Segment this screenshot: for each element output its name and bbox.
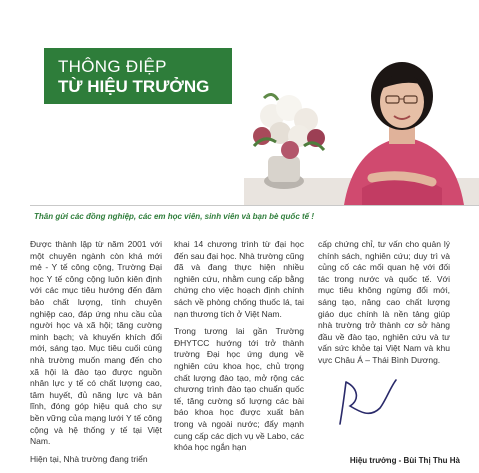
signature-mark <box>336 378 400 428</box>
title-line1: THÔNG ĐIỆP <box>58 57 167 76</box>
title-line2: TỪ HIỆU TRƯỞNG <box>58 77 210 96</box>
greeting: Thân gửi các đồng nghiệp, các em học viên, sinh viên và bạn bè quốc tế ! <box>34 212 314 221</box>
header-band <box>0 0 479 205</box>
paragraph: Được thành lập từ năm 2001 với một chuyên ngành còn khá mới mẻ - Y tế công cộng, Trường Đại học Y tế công cộng luôn kiên định với các mục tiêu hướng đến đảm bảo chất lượng, tính chuyên nghiệp cao, đáp ứng nhu cầu của người học và xã hội; tăng cường minh bạch; và khuyến khích đổi mới, sáng tạo. Mục tiêu cuối cùng nhà trường muốn mang đến cho xã hội là đào tạo được nguồn nhân lực y tế có chất lượng cao, tâm huyết, đủ năng lực và bản lĩnh, đóng góp hiệu quả cho sự bền vững của mạng lưới Y tế công cộng và hệ thống y tế tại Việt Nam. <box>30 239 162 447</box>
paragraph: Hiện tại, Nhà trường đang triển <box>30 453 148 464</box>
text-column-3 <box>318 239 450 373</box>
header-divider <box>30 205 479 206</box>
paragraph: khai 14 chương trình từ đại học đến sau đại học. Nhà trường cũng đã và đang thực hiện nhiều nghiên cứu, nhằm cung cấp bằng chứng cho việc hoạch định chính sách về phòng chống thuốc lá, tai nạn thương tích ở Việt Nam. <box>174 239 304 319</box>
title-box <box>44 48 232 104</box>
paragraph: Trong tương lai gần Trường ĐHYTCC hướng tới trở thành trường Đại học ứng dụng về nghiên cứu khoa học, chủ trọng chất lượng đào tạo, mở rộng các chương trình đào tạo chuẩn quốc tế, tăng cường số lượng các bài báo khoa học được xuất bản trong và ngoài nước; đẩy mạnh cung cấp các dịch vụ về Labo, các khóa học ngắn hạn <box>174 326 304 453</box>
text-column-1 <box>30 239 162 471</box>
principal-photo <box>244 38 479 205</box>
signature-name: Hiệu trưởng - Bùi Thị Thu Hà <box>349 456 460 465</box>
paragraph: cấp chứng chỉ, tư vấn cho quản lý chính sách, nghiên cứu; duy trì và củng cố các mối quan hệ với đối tác trong nước và quốc tế. Với mục tiêu không ngừng đổi mới, sáng tạo, nâng cao chất lượng giáo dục chính là nền tảng giúp nhà trường trở thành cơ sở hàng đầu về đào tạo, nghiên cứu và tư vấn sức khỏe tại Việt Nam và khu vực Châu Á – Thái Bình Dương. <box>318 239 450 365</box>
text-column-2 <box>174 239 304 460</box>
